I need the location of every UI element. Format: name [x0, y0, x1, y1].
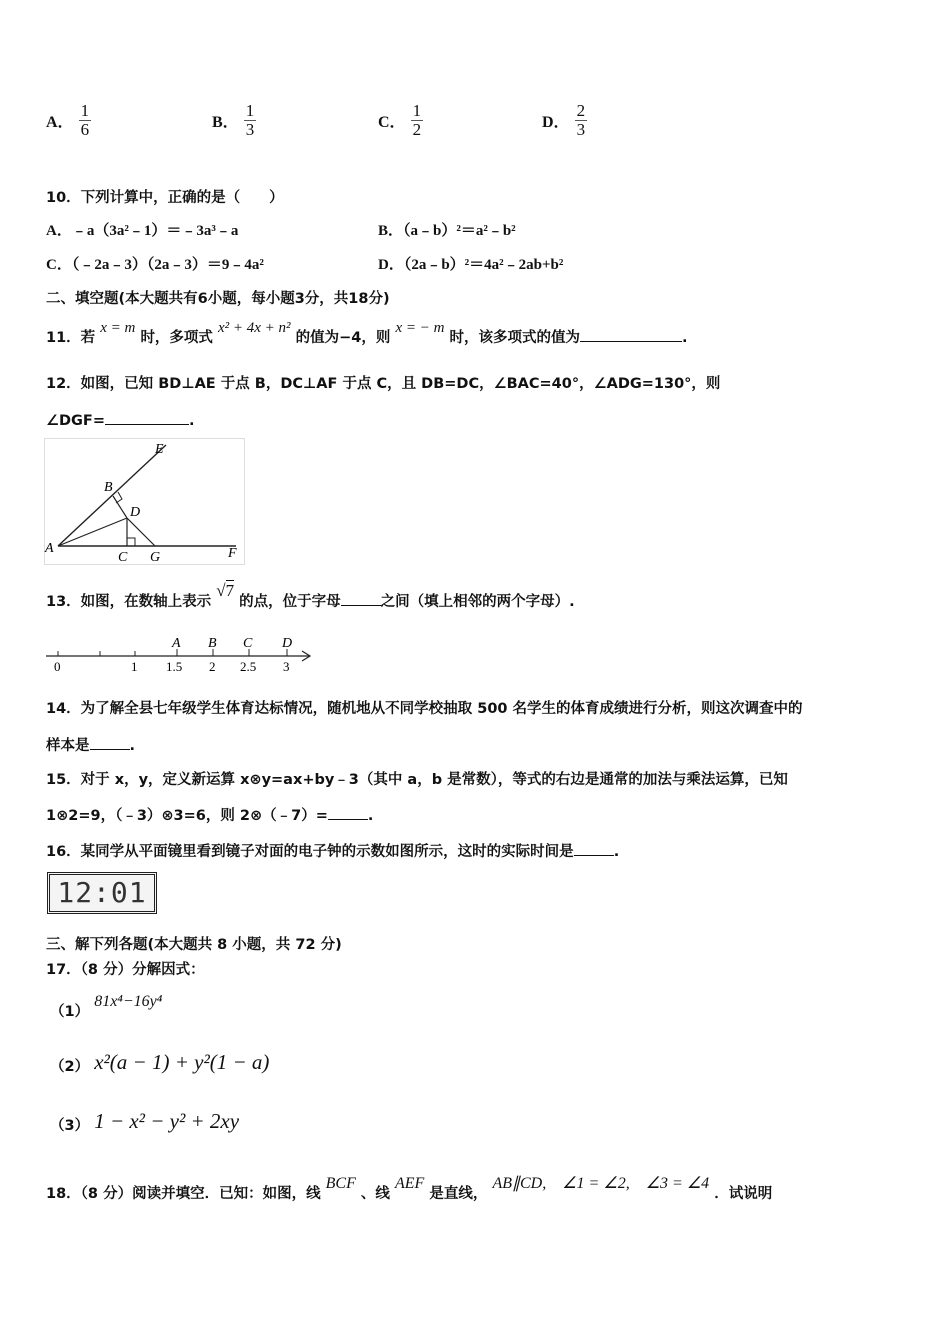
- letter-c: C: [243, 636, 253, 651]
- q9-option-c: C． $\frac{1}{2}$: [378, 101, 422, 139]
- q18: 18．（8 分）阅读并填空．已知：如图，线 BCF 、线 AEF 是直线， AB∥CD, ∠1 = ∠2, ∠3 = ∠4 ．试说明: [46, 1175, 773, 1202]
- q9-option-a: A． $\frac{1}{6}$: [46, 101, 90, 139]
- answer-blank[interactable]: [328, 805, 368, 820]
- fraction: $\frac{1}{3}$: [245, 101, 255, 139]
- label-b: B: [104, 480, 113, 495]
- q9-option-b: B． $\frac{1}{3}$: [212, 101, 255, 139]
- label-a: A: [45, 541, 54, 556]
- q10-option-c: C．（﹣2a﹣3）（2a﹣3）＝9﹣4a²: [46, 257, 264, 273]
- q10-stem: 10．下列计算中，正确的是（ ）: [46, 190, 284, 206]
- label-c: C: [118, 550, 128, 565]
- letter-d: D: [282, 636, 293, 651]
- line-ad: [58, 518, 127, 546]
- fraction: $\frac{2}{3}$: [576, 101, 586, 139]
- q9-option-d: D． $\frac{2}{3}$: [542, 101, 586, 139]
- line-ae: [58, 445, 166, 546]
- letter-b: B: [208, 636, 217, 651]
- label-e: E: [155, 442, 164, 457]
- q12-geometry-figure: [44, 438, 246, 566]
- tick-2: 2: [209, 659, 216, 674]
- answer-blank[interactable]: [341, 591, 381, 606]
- q12-line1: 12．如图，已知 BD⊥AE 于点 B，DC⊥AF 于点 C，且 DB=DC，∠BAC=40°，∠ADG=130°，则: [46, 376, 721, 392]
- q11: 11．若 x = m 时，多项式 x² + 4x + n² 的值为−4，则 x = − m 时，该多项式的值为 .: [46, 320, 688, 346]
- q13-number-line: [44, 632, 314, 676]
- right-angle-mark: [127, 538, 135, 546]
- fraction: $\frac{1}{2}$: [412, 101, 422, 139]
- answer-blank[interactable]: [574, 841, 614, 856]
- answer-blank[interactable]: [105, 410, 189, 425]
- letter-a: A: [172, 636, 181, 651]
- q12-line2: ∠DGF= .: [46, 410, 195, 429]
- clock-display: 12:01: [57, 876, 147, 909]
- tick-1-5: 1.5: [166, 659, 183, 674]
- sqrt-7: √7: [216, 581, 235, 600]
- q15-line1: 15．对于 x，y，定义新运算 x⊗y=ax+by﹣3（其中 a，b 是常数），等式的右边是通常的加法与乘法运算，已知: [46, 772, 788, 788]
- answer-blank[interactable]: [580, 327, 682, 342]
- q17-stem: 17．（8 分）分解因式：: [46, 962, 205, 978]
- q15-line2: 1⊗2=9，（﹣3）⊗3=6，则 2⊗（﹣7）= .: [46, 804, 373, 825]
- label-f: F: [228, 546, 237, 561]
- tick-2-5: 2.5: [240, 659, 257, 674]
- q16: 16．某同学从平面镜里看到镜子对面的电子钟的示数如图所示，这时的实际时间是 .: [46, 840, 619, 861]
- q10-option-d: D．（2a﹣b）²＝4a²﹣2ab+b²: [378, 257, 564, 273]
- line-bd: [113, 496, 127, 518]
- tick-0: 0: [54, 659, 61, 674]
- q10-option-a: A．﹣a（3a²﹣1）＝﹣3a³﹣a: [46, 223, 239, 239]
- mirrored-digital-clock: [47, 872, 157, 914]
- tick-3: 3: [283, 659, 290, 674]
- label-g: G: [150, 550, 161, 565]
- q17-part3: （3） 1 − x² − y² + 2xy: [50, 1109, 240, 1134]
- answer-blank[interactable]: [90, 735, 130, 750]
- q17-part1: （1） 81x⁴−16y⁴: [50, 993, 163, 1020]
- label-d: D: [130, 505, 141, 520]
- q10-option-b: B．（a﹣b）²＝a²﹣b²: [378, 223, 516, 239]
- q17-part2: （2） x²(a − 1) + y²(1 − a): [50, 1050, 270, 1075]
- tick-1: 1: [131, 659, 138, 674]
- q13: 13．如图，在数轴上表示 √7 的点，位于字母 之间（填上相邻的两个字母）.: [46, 581, 575, 610]
- fraction: $\frac{1}{6}$: [80, 101, 90, 139]
- section-2-heading: 二、填空题(本大题共有6小题，每小题3分，共18分): [46, 291, 390, 307]
- q14-line1: 14．为了解全县七年级学生体育达标情况，随机地从不同学校抽取 500 名学生的体育成绩进行分析，则这次调查中的: [46, 701, 803, 717]
- q14-line2: 样本是 .: [46, 734, 135, 755]
- line-dg: [127, 518, 155, 546]
- section-3-heading: 三、解下列各题(本大题共 8 小题，共 72 分): [46, 937, 342, 953]
